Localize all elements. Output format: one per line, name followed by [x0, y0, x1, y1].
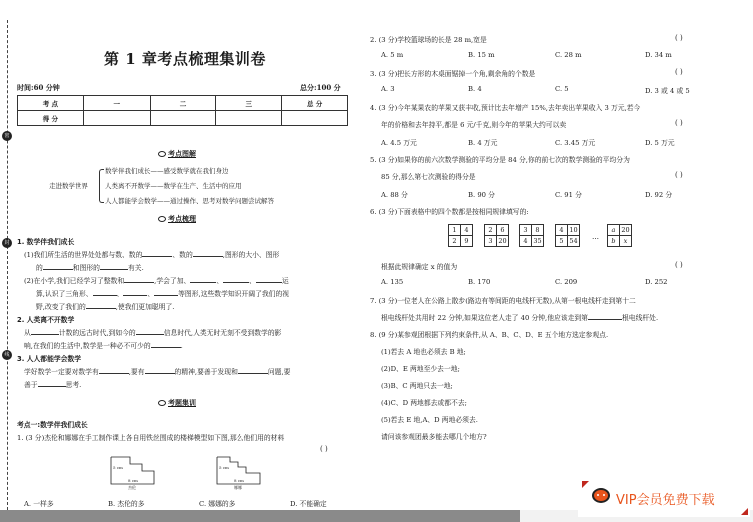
option-c[interactable]: C. 28 m — [555, 51, 582, 59]
section-icon — [158, 400, 166, 406]
section-heading-review: 考点梳理 — [158, 214, 196, 224]
vip-download-label: VIP会员免费下载 — [616, 493, 715, 508]
option-a[interactable]: A. 88 分 — [381, 191, 408, 199]
question-stem: 5. (3 分)如果你的前六次数学测验的平均分是 84 分,你的前七次的数学测验的平均分为 — [370, 156, 630, 164]
condition-item: (5)若去 E 地,A、D 两地必须去. — [381, 416, 478, 424]
svg-text:8 cm: 8 cm — [234, 478, 244, 483]
fill-blank[interactable] — [256, 276, 282, 283]
question-ask: 请问该参观团最多能去哪几个地方? — [381, 433, 487, 441]
question-stem: 1. (3 分)杰伦和娜娜在手工制作课上各自用铁丝围成的楼梯模型如下图,那么他们用的材料 — [17, 434, 285, 442]
review-line: 响,在我们的生活中,数学是一种必不可少的 . — [24, 342, 183, 350]
option-c[interactable]: C. 娜娜的多 — [199, 500, 236, 508]
review-line: (2)在小学,我们已经学习了整数和 ,学会了加、 、 、 运 — [24, 277, 289, 285]
corner-decoration — [741, 508, 748, 515]
time-limit: 时间:60 分钟 — [17, 83, 60, 92]
score-cell[interactable] — [216, 111, 282, 126]
option-d[interactable]: D. 34 m — [645, 51, 672, 59]
total-score: 总分:100 分 — [300, 83, 341, 92]
option-d[interactable]: D. 3 或 4 或 5 — [645, 87, 690, 95]
condition-item: (2)D、E 两地至少去一地; — [381, 365, 460, 373]
option-b[interactable]: B. 杰伦的多 — [108, 500, 145, 508]
review-line: 野,改变了我们的 ,使我们更加聪明了. — [36, 303, 175, 311]
fill-blank[interactable] — [145, 367, 175, 374]
answer-paren[interactable]: ( ) — [675, 119, 683, 127]
section-icon — [158, 151, 166, 157]
number-grid-unknown: a 20 b x — [607, 224, 632, 247]
option-b[interactable]: B. 15 m — [468, 51, 495, 59]
answer-paren[interactable]: ( ) — [675, 171, 683, 179]
number-grid: 3 8 4 35 — [519, 224, 544, 247]
option-a[interactable]: A. 4.5 万元 — [381, 139, 417, 147]
option-a[interactable]: A. 5 m — [381, 51, 404, 59]
margin-mark-seal: 密 — [2, 131, 12, 141]
review-item-title: 3. 人人都能学会数学 — [17, 355, 82, 363]
condition-item: (4)C、D 两地都去或都不去; — [381, 399, 467, 407]
option-b[interactable]: B. 170 — [468, 278, 491, 286]
option-c[interactable]: C. 91 分 — [555, 191, 582, 199]
review-line: 善于 思考. — [24, 381, 82, 389]
fill-blank[interactable] — [588, 313, 622, 320]
page-title: 第 1 章考点梳理集训卷 — [104, 50, 266, 68]
brace-shape — [99, 169, 104, 203]
score-cell[interactable] — [150, 111, 216, 126]
ellipsis: … — [592, 233, 599, 241]
option-a[interactable]: A. 一样多 — [24, 500, 54, 508]
question-stem-cont: 85 分,那么第七次测验的得分是 — [381, 173, 476, 181]
concept-diagram — [49, 165, 319, 207]
corner-decoration — [582, 481, 589, 488]
score-header: 一 — [83, 96, 150, 111]
condition-item: (3)B、C 两地只去一地; — [381, 382, 453, 390]
fill-blank[interactable] — [99, 367, 129, 374]
option-d[interactable]: D. 5 万元 — [645, 139, 675, 147]
section-heading-diagram: 考点图解 — [158, 149, 196, 159]
fill-blank[interactable] — [223, 276, 249, 283]
option-b[interactable]: B. 4 — [468, 85, 482, 93]
question-stem-cont: 根据此规律确定 x 的值为 — [381, 263, 458, 271]
fill-blank[interactable] — [86, 302, 116, 309]
diagram-branch: 人类离不开数学——数学在生产、生活中的应用 — [105, 182, 242, 190]
question-stem: 3. (3 分)把长方形的木桌面锯掉一个角,剩余角的个数是 — [370, 70, 536, 78]
option-d[interactable]: D. 252 — [645, 278, 668, 286]
review-item-title: 2. 人类离不开数学 — [17, 316, 75, 324]
answer-paren[interactable]: ( ) — [675, 261, 683, 269]
score-table — [17, 95, 348, 126]
question-stem: 2. (3 分)学校篮球场的长是 28 m,宽是 — [370, 36, 487, 44]
option-d[interactable]: D. 不能确定 — [290, 500, 327, 508]
question-stem-cont: 根电线杆处共用时 22 分钟,如果这位老人走了 40 分钟,他应该走到第 根电线杆处. — [381, 314, 659, 322]
review-line: 从 计数的远古时代,到如今的 信息时代,人类无时无刻不受到数学的影 — [24, 329, 282, 337]
answer-paren[interactable]: ( ) — [675, 68, 683, 76]
fill-blank[interactable] — [154, 289, 178, 296]
option-c[interactable]: C. 209 — [555, 278, 578, 286]
number-grid: 2 6 3 20 — [484, 224, 509, 247]
svg-text:8 cm: 8 cm — [128, 478, 138, 483]
score-header: 三 — [216, 96, 282, 111]
condition-item: (1)若去 A 地也必须去 B 地; — [381, 348, 466, 356]
fill-blank[interactable] — [31, 328, 59, 335]
review-line: 算,认识了三角形、 、 、 等图形,这些数学知识开阔了我们的视 — [36, 290, 290, 298]
question-stem-cont: 年的价格和去年持平,都是 6 元/千克,则今年的苹果大约可以卖 — [381, 121, 567, 129]
margin-mark-seal: 封 — [2, 238, 12, 248]
topic-heading: 考点一:数学伴我们成长 — [17, 421, 88, 429]
answer-paren[interactable]: ( ) — [320, 445, 328, 453]
binding-line — [7, 20, 8, 510]
review-line: (1)我们所生活的世界处处都与数、数的 、数的 ,图形的大小、图形 — [24, 251, 280, 259]
fill-blank[interactable] — [93, 289, 117, 296]
fill-blank[interactable] — [43, 263, 73, 270]
section-icon — [158, 216, 166, 222]
svg-text:5 cm: 5 cm — [219, 465, 229, 470]
stair-figure-nana — [216, 456, 266, 490]
review-line: 的 和图形的 有关. — [36, 264, 144, 272]
diagram-branch: 数学伴我们成长——感受数学就在我们身边 — [105, 167, 229, 175]
fill-blank[interactable] — [100, 263, 128, 270]
fill-blank[interactable] — [142, 250, 172, 257]
section-heading-practice: 考题集训 — [158, 398, 196, 408]
score-header: 考 点 — [18, 96, 84, 111]
fill-blank[interactable] — [38, 380, 66, 387]
option-a[interactable]: A. 135 — [381, 278, 404, 286]
fill-blank[interactable] — [193, 250, 223, 257]
chat-bubble-icon — [592, 488, 610, 503]
option-b[interactable]: B. 90 分 — [468, 191, 495, 199]
fill-blank[interactable] — [238, 367, 268, 374]
option-c[interactable]: C. 3.45 万元 — [555, 139, 596, 147]
question-stem: 7. (3 分)一位老人在公路上散步(路边有等间距的电线杆无数),从第一根电线杆走到第十二 — [370, 297, 636, 305]
option-d[interactable]: D. 92 分 — [645, 191, 673, 199]
score-row-label: 得 分 — [18, 111, 84, 126]
svg-text:杰伦: 杰伦 — [128, 485, 136, 490]
option-b[interactable]: B. 4 万元 — [468, 139, 498, 147]
fill-blank[interactable] — [123, 289, 147, 296]
fill-blank[interactable] — [190, 276, 216, 283]
score-cell[interactable] — [83, 111, 150, 126]
fill-blank[interactable] — [124, 276, 154, 283]
diagram-root: 走进数学世界 — [49, 182, 88, 190]
question-stem: 4. (3 分)今年某果农的苹果又获丰收,预计比去年增产 15%,去年卖出苹果收入 3 万元,若今 — [370, 104, 641, 112]
fill-blank[interactable] — [151, 341, 181, 348]
option-a[interactable]: A. 3 — [381, 85, 395, 93]
diagram-branch: 人人都能学会数学——通过操作、思考对数学问题尝试解答 — [105, 197, 274, 205]
question-stem: 6. (3 分)下面表格中的四个数都是按相同规律填写的: — [370, 208, 529, 216]
review-line: 学好数学一定要对数学有 ,要有 的精神,要善于发现和 问题,要 — [24, 368, 291, 376]
score-header: 二 — [150, 96, 216, 111]
score-cell[interactable] — [282, 111, 348, 126]
question-stem: 8. (9 分)某参观团根据下列约束条件,从 A、B、C、D、E 五个地方选定参观点. — [370, 331, 609, 339]
option-c[interactable]: C. 5 — [555, 85, 569, 93]
margin-mark-line: 线 — [2, 350, 12, 360]
score-header: 总 分 — [282, 96, 348, 111]
answer-paren[interactable]: ( ) — [675, 34, 683, 42]
vip-download-badge[interactable] — [578, 479, 750, 517]
svg-text:5 cm: 5 cm — [113, 465, 123, 470]
review-item-title: 1. 数学伴我们成长 — [17, 238, 75, 246]
svg-text:娜娜: 娜娜 — [234, 485, 242, 490]
number-grid: 1 4 2 9 — [448, 224, 473, 247]
number-grid: 4 10 5 54 — [555, 224, 580, 247]
stair-figure-jielun — [110, 456, 160, 490]
fill-blank[interactable] — [136, 328, 164, 335]
